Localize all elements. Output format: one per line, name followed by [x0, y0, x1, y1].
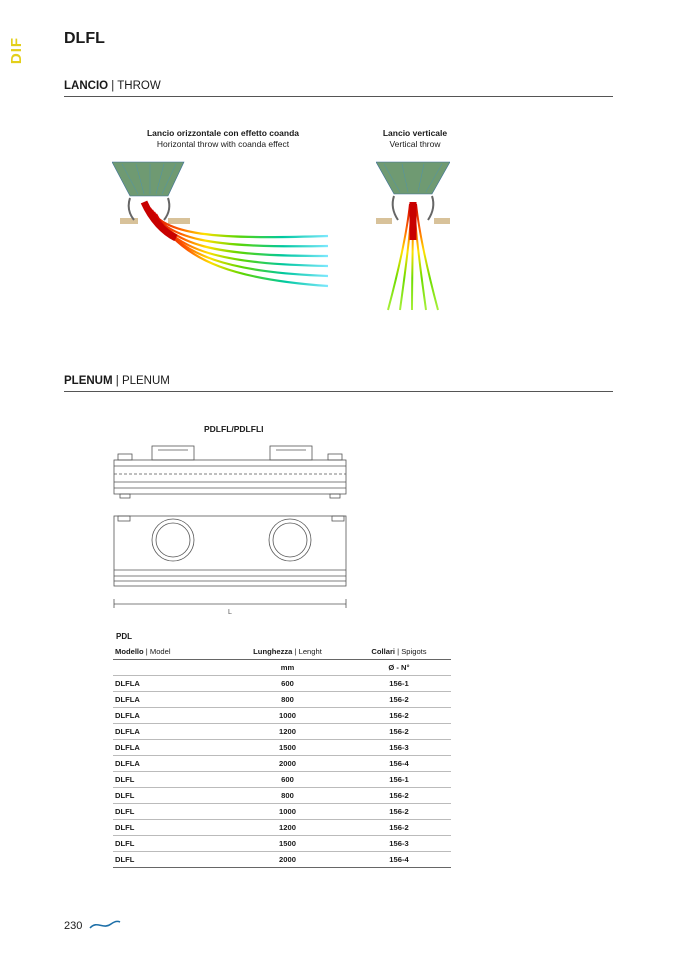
table-units-row — [113, 660, 451, 676]
table-row — [113, 692, 451, 708]
length-cell: 2000 — [228, 852, 347, 868]
vertical-throw-caption: Lancio verticale Vertical throw — [382, 128, 448, 149]
vertical-throw-diagram — [376, 160, 450, 312]
length-cell: 1500 — [228, 836, 347, 852]
length-cell: 600 — [228, 772, 347, 788]
model-cell: DLFL — [113, 852, 228, 868]
plenum-technical-drawing — [110, 444, 355, 619]
model-cell: DLFL — [113, 804, 228, 820]
col-model-header: Modello | Model — [113, 644, 228, 660]
horizontal-throw-caption: Lancio orizzontale con effetto coanda Horizontal throw with coanda effect — [146, 128, 300, 149]
length-cell: 800 — [228, 788, 347, 804]
brand-wave-logo — [89, 918, 121, 932]
spigots-cell: 156-1 — [347, 772, 451, 788]
spigot-unit: Ø - N° — [347, 660, 451, 676]
model-cell: DLFL — [113, 836, 228, 852]
page-title: DLFL — [64, 30, 105, 47]
model-cell: DLFLA — [113, 692, 228, 708]
section-side-tag: DIF — [8, 36, 26, 64]
table-row — [113, 820, 451, 836]
table-row — [113, 676, 451, 692]
model-cell: DLFL — [113, 820, 228, 836]
spigots-cell: 156-4 — [347, 756, 451, 772]
table-row — [113, 708, 451, 724]
plenum-drawing-label: PDLFL/PDLFLI — [204, 424, 264, 434]
throw-section-heading: LANCIO | THROW — [64, 80, 161, 92]
spigots-cell: 156-2 — [347, 692, 451, 708]
table-row — [113, 836, 451, 852]
model-cell: DLFLA — [113, 756, 228, 772]
model-cell: DLFLA — [113, 708, 228, 724]
spigots-cell: 156-4 — [347, 852, 451, 868]
length-dimension-label: L — [228, 609, 232, 616]
table-row — [113, 756, 451, 772]
length-cell: 600 — [228, 676, 347, 692]
model-cell: DLFLA — [113, 676, 228, 692]
col-spigots-header: Collari | Spigots — [347, 644, 451, 660]
length-cell: 1000 — [228, 708, 347, 724]
spigots-cell: 156-2 — [347, 724, 451, 740]
table-header-row — [113, 644, 451, 660]
spigots-cell: 156-2 — [347, 788, 451, 804]
table-title: PDL — [116, 632, 132, 641]
col-length-header: Lunghezza | Lenght — [228, 644, 347, 660]
length-unit: mm — [228, 660, 347, 676]
spigots-cell: 156-3 — [347, 836, 451, 852]
table-row — [113, 740, 451, 756]
spigots-cell: 156-2 — [347, 804, 451, 820]
table-row — [113, 724, 451, 740]
table-row — [113, 852, 451, 868]
spigots-cell: 156-2 — [347, 708, 451, 724]
table-row — [113, 788, 451, 804]
length-cell: 2000 — [228, 756, 347, 772]
spigots-cell: 156-1 — [347, 676, 451, 692]
throw-divider — [64, 96, 613, 97]
spigots-cell: 156-3 — [347, 740, 451, 756]
length-cell: 800 — [228, 692, 347, 708]
model-cell: DLFLA — [113, 740, 228, 756]
horizontal-throw-diagram — [112, 160, 330, 290]
spigots-cell: 156-2 — [347, 820, 451, 836]
table-row — [113, 804, 451, 820]
length-cell: 1200 — [228, 724, 347, 740]
model-spec-table — [113, 644, 451, 868]
plenum-section-heading: PLENUM | PLENUM — [64, 375, 170, 387]
page-number: 230 — [64, 920, 83, 932]
table-row — [113, 772, 451, 788]
length-cell: 1500 — [228, 740, 347, 756]
model-cell: DLFL — [113, 772, 228, 788]
model-cell: DLFL — [113, 788, 228, 804]
length-cell: 1000 — [228, 804, 347, 820]
model-cell: DLFLA — [113, 724, 228, 740]
plenum-divider — [64, 391, 613, 392]
length-cell: 1200 — [228, 820, 347, 836]
